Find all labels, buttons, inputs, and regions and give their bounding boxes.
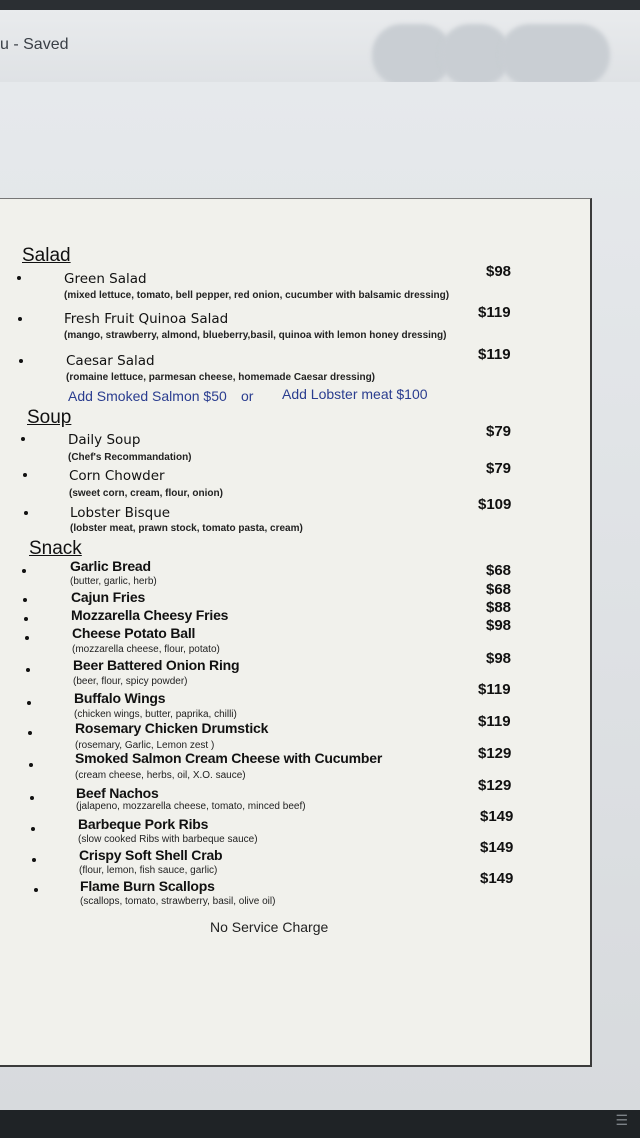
menu-item-name: Caesar Salad bbox=[66, 353, 155, 369]
menu-item-price: $88 bbox=[486, 599, 512, 616]
menu-item-desc: (butter, garlic, herb) bbox=[70, 576, 157, 587]
bullet-icon bbox=[24, 617, 28, 621]
menu-item-price: $79 bbox=[486, 423, 512, 440]
bullet-icon bbox=[23, 598, 27, 602]
menu-item-name: Buffalo Wings bbox=[74, 690, 166, 706]
menu-item-price: $149 bbox=[480, 870, 514, 887]
menu-item-desc: (slow cooked Ribs with barbeque sauce) bbox=[78, 834, 258, 845]
bullet-icon bbox=[32, 858, 36, 862]
menu-item-price: $119 bbox=[478, 346, 511, 363]
bullet-icon bbox=[18, 317, 22, 321]
bullet-icon bbox=[27, 701, 31, 705]
menu-item-price: $68 bbox=[486, 581, 512, 598]
menu-item-price: $109 bbox=[478, 496, 512, 513]
top-edge-bar bbox=[0, 0, 640, 10]
corner-icon: ☰ bbox=[615, 1112, 628, 1128]
menu-item-name: Crispy Soft Shell Crab bbox=[79, 847, 223, 863]
menu-item-name: Cajun Fries bbox=[71, 589, 146, 605]
menu-item-price: $98 bbox=[486, 263, 512, 280]
menu-item-desc: (sweet corn, cream, flour, onion) bbox=[69, 488, 223, 499]
no-service-charge-note: No Service Charge bbox=[210, 919, 329, 935]
menu-item-desc: (romaine lettuce, parmesan cheese, homemade Caesar dressing) bbox=[66, 372, 376, 383]
bullet-icon bbox=[25, 636, 29, 640]
menu-item-price: $119 bbox=[478, 713, 511, 730]
taskbar bbox=[0, 1110, 640, 1138]
menu-item-desc: (lobster meat, prawn stock, tomato pasta, cream) bbox=[70, 523, 303, 534]
section-heading-salad: Salad bbox=[22, 245, 71, 266]
menu-item-price: $98 bbox=[486, 617, 512, 634]
addon-or: or bbox=[241, 388, 254, 404]
menu-item-name: Smoked Salmon Cream Cheese with Cucumber bbox=[75, 750, 383, 766]
menu-item-desc: (mango, strawberry, almond, blueberry,basil, quinoa with lemon honey dressing) bbox=[64, 330, 447, 341]
menu-item-name: Lobster Bisque bbox=[70, 505, 171, 521]
menu-item-name: Corn Chowder bbox=[69, 468, 165, 484]
addon-lobster-meat: Add Lobster meat $100 bbox=[282, 386, 428, 402]
menu-item-desc: (cream cheese, herbs, oil, X.O. sauce) bbox=[75, 770, 246, 781]
menu-item-price: $98 bbox=[486, 650, 512, 667]
menu-item-price: $149 bbox=[480, 808, 514, 825]
menu-item-price: $129 bbox=[478, 745, 512, 762]
menu-item-desc: (jalapeno, mozzarella cheese, tomato, minced beef) bbox=[76, 801, 306, 812]
menu-item-price: $119 bbox=[478, 304, 511, 321]
menu-item-name: Beef Nachos bbox=[76, 785, 159, 801]
bullet-icon bbox=[23, 473, 27, 477]
addon-smoked-salmon: Add Smoked Salmon $50 bbox=[68, 388, 227, 404]
menu-item-name: Flame Burn Scallops bbox=[80, 878, 215, 894]
menu-item-price: $149 bbox=[480, 839, 514, 856]
menu-item-name: Cheese Potato Ball bbox=[72, 625, 196, 641]
menu-item-desc: (mixed lettuce, tomato, bell pepper, red onion, cucumber with balsamic dressing) bbox=[64, 290, 450, 301]
bullet-icon bbox=[34, 888, 38, 892]
menu-item-price: $68 bbox=[486, 562, 512, 579]
menu-item-name: Rosemary Chicken Drumstick bbox=[75, 720, 269, 736]
bullet-icon bbox=[21, 437, 25, 441]
menu-item-desc: (scallops, tomato, strawberry, basil, olive oil) bbox=[80, 896, 276, 907]
menu-item-price: $119 bbox=[478, 681, 511, 698]
bullet-icon bbox=[17, 276, 21, 280]
menu-item-desc: (flour, lemon, fish sauce, garlic) bbox=[79, 865, 218, 876]
bullet-icon bbox=[29, 763, 33, 767]
menu-item-desc: (mozzarella cheese, flour, potato) bbox=[72, 644, 220, 655]
menu-item-desc: (Chef's Recommandation) bbox=[68, 452, 192, 463]
menu-item-name: Green Salad bbox=[64, 271, 147, 287]
title-bar bbox=[0, 10, 640, 82]
menu-item-desc: (chicken wings, butter, paprika, chilli) bbox=[74, 709, 237, 720]
menu-item-name: Garlic Bread bbox=[70, 558, 151, 574]
document-page[interactable] bbox=[0, 198, 592, 1067]
menu-item-desc: (rosemary, Garlic, Lemon zest ) bbox=[75, 740, 215, 751]
menu-item-name: Barbeque Pork Ribs bbox=[78, 816, 209, 832]
bullet-icon bbox=[30, 796, 34, 800]
bullet-icon bbox=[26, 668, 30, 672]
menu-item-price: $79 bbox=[486, 460, 512, 477]
bullet-icon bbox=[22, 569, 26, 573]
bullet-icon bbox=[28, 731, 32, 735]
blurred-toolbar-area bbox=[500, 24, 610, 86]
menu-item-desc: (beer, flour, spicy powder) bbox=[73, 676, 188, 687]
bullet-icon bbox=[31, 827, 35, 831]
section-heading-soup: Soup bbox=[27, 407, 72, 428]
menu-item-name: Daily Soup bbox=[68, 432, 141, 448]
window-title: u - Saved bbox=[0, 36, 69, 53]
bullet-icon bbox=[24, 511, 28, 515]
menu-item-price: $129 bbox=[478, 777, 512, 794]
section-heading-snack: Snack bbox=[29, 538, 82, 559]
menu-item-name: Beer Battered Onion Ring bbox=[73, 657, 240, 673]
menu-item-name: Fresh Fruit Quinoa Salad bbox=[64, 311, 229, 327]
bullet-icon bbox=[19, 359, 23, 363]
menu-item-name: Mozzarella Cheesy Fries bbox=[71, 607, 229, 623]
